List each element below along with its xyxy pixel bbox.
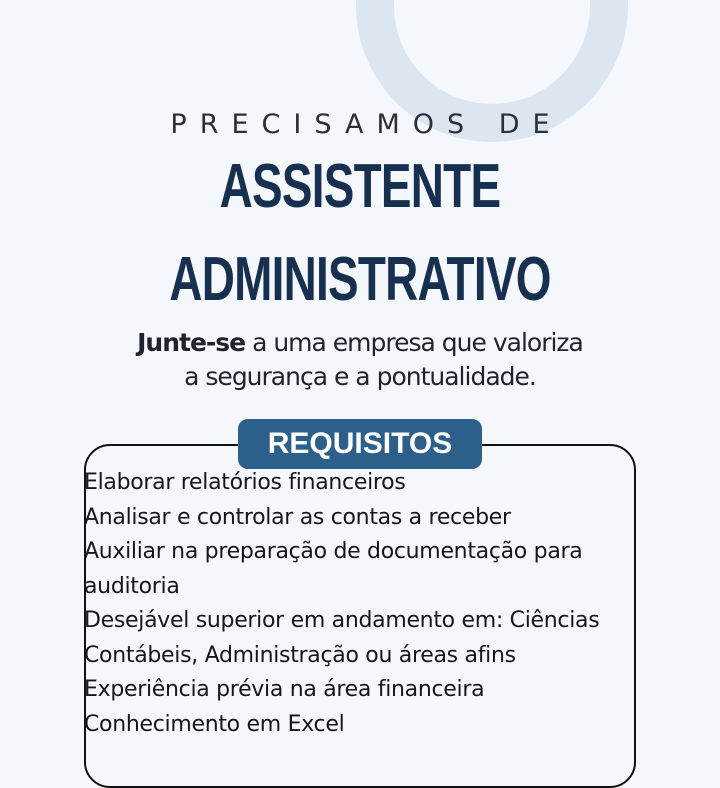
list-item: auditoria <box>84 573 180 599</box>
tagline-line-1-rest: a uma empresa que valoriza <box>245 328 583 357</box>
headline-kicker: PRECISAMOS DE <box>170 109 563 140</box>
list-item: Experiência prévia na área financeira <box>84 677 485 702</box>
requirements-list <box>84 466 644 742</box>
tagline <box>0 326 720 394</box>
headline-title-line-1: ASSISTENTE <box>219 152 501 221</box>
list-item: Auxiliar na preparação de documentação para <box>84 539 583 564</box>
tagline-bold: Junte-se <box>137 328 246 357</box>
headline-title-line-2: ADMINISTRATIVO <box>169 245 551 314</box>
list-item: Desejável superior em andamento em: Ciências <box>84 608 600 633</box>
tagline-line-1 <box>0 326 720 360</box>
list-item: Analisar e controlar as contas a receber <box>84 504 511 530</box>
list-item: Elaborar relatórios financeiros <box>84 470 406 495</box>
list-item: Contábeis, Administração ou áreas afins <box>84 642 516 668</box>
requirements-label: REQUISITOS <box>238 419 482 469</box>
tagline-line-2: a segurança e a pontualidade. <box>184 362 536 391</box>
list-item: Conhecimento em Excel <box>84 711 345 737</box>
